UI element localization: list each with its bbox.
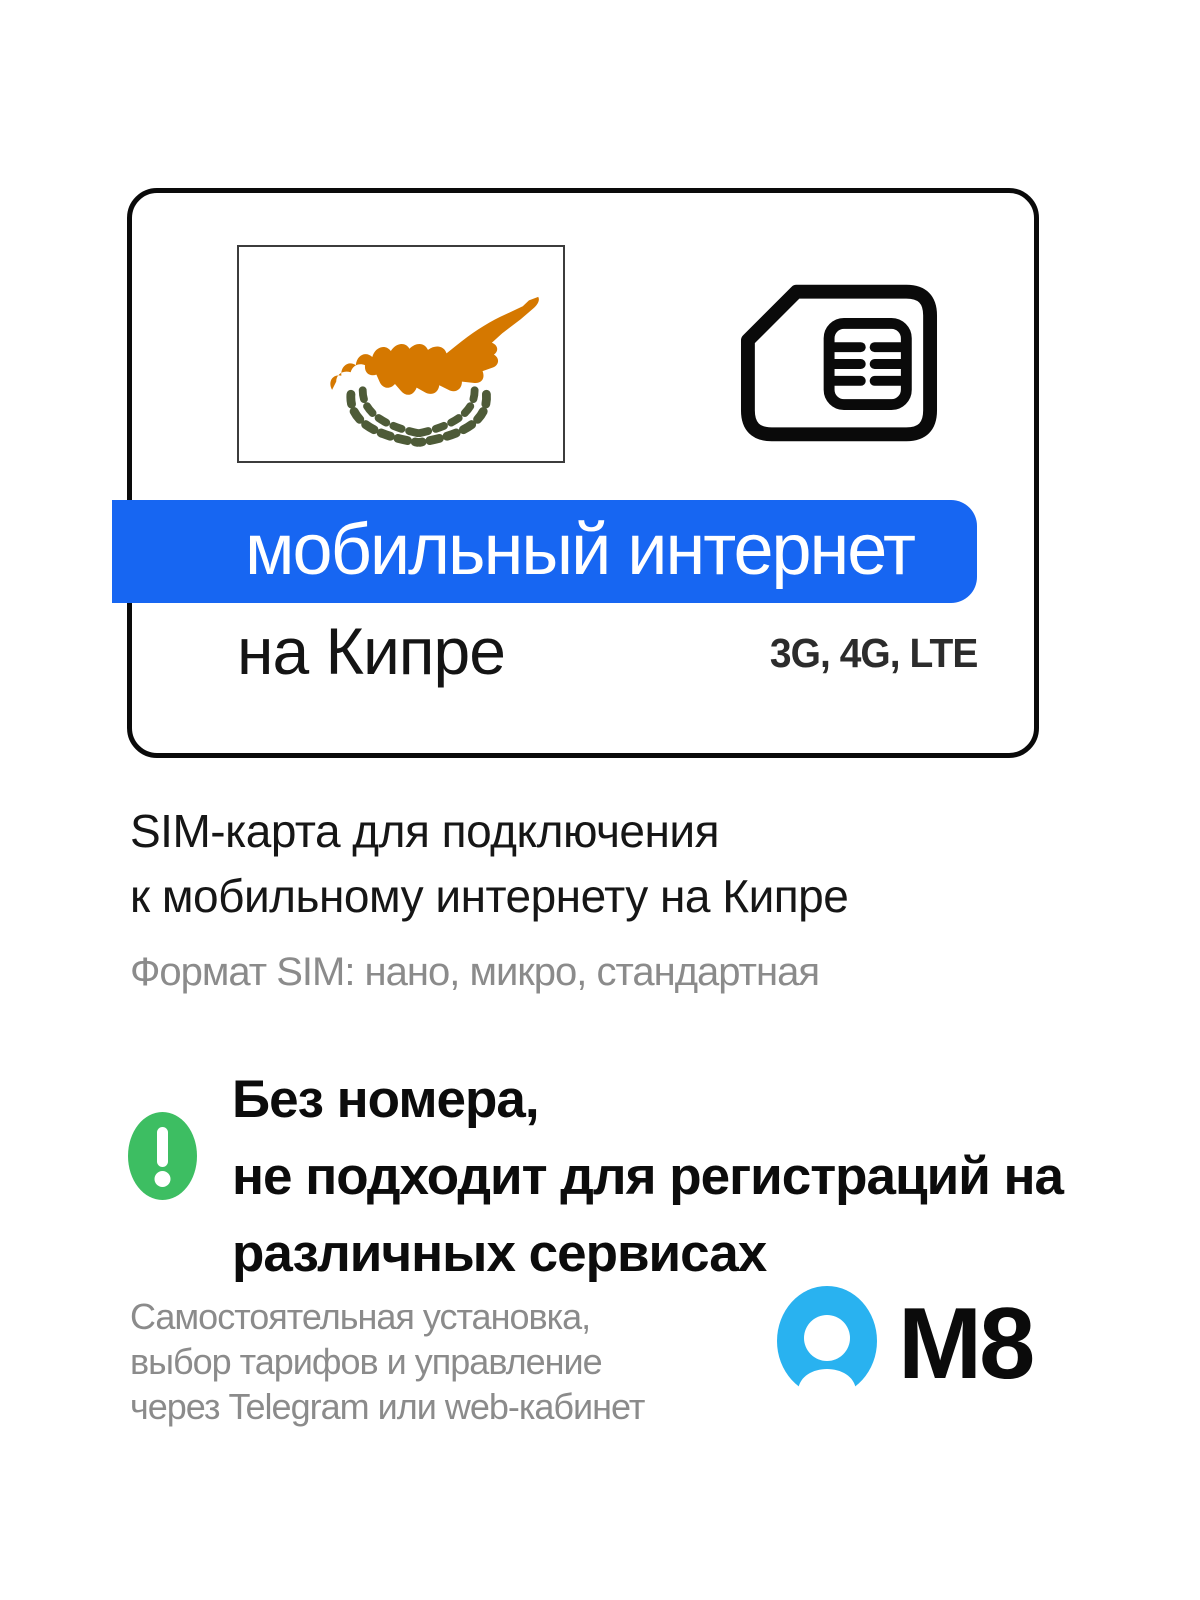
cyprus-flag-graphic (239, 247, 563, 461)
sim-card-icon (740, 283, 938, 443)
cyprus-flag-icon (237, 245, 565, 463)
banner-text: мобильный интернет (245, 509, 914, 590)
m8-logo-text: М8 (898, 1288, 1033, 1400)
location-text: на Кипре (237, 614, 505, 688)
networks-text: 3G, 4G, LTE (769, 630, 977, 676)
title-line-2: к мобильному интернету на Кипре (130, 870, 849, 922)
note-line-3: через Telegram или web-кабинет (130, 1386, 645, 1427)
sim-format-text: Формат SIM: нано, микро, стандартная (130, 950, 819, 994)
warning-line-1: Без номера, (232, 1070, 539, 1129)
product-title (130, 799, 848, 929)
title-line-1: SIM-карта для подключения (130, 805, 720, 857)
note-line-2: выбор тарифов и управление (130, 1341, 602, 1382)
management-note (130, 1294, 644, 1429)
m8-logo-icon (777, 1286, 877, 1396)
cyprus-island-shape (330, 297, 539, 395)
blue-banner (112, 500, 977, 603)
note-line-1: Самостоятельная установка, (130, 1296, 591, 1337)
warning-line-3: различных сервисах (232, 1224, 767, 1283)
exclamation-icon (128, 1112, 197, 1200)
olive-wreath (351, 390, 487, 442)
sim-product-card (127, 188, 1039, 758)
warning-text (232, 1061, 1063, 1292)
warning-line-2: не подходит для регистраций на (232, 1147, 1063, 1206)
